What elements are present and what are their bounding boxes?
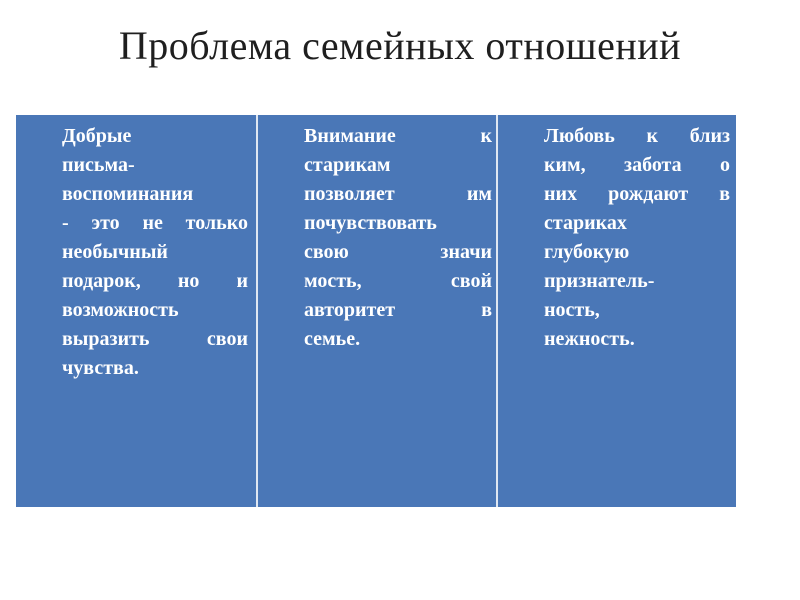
cell-line: Внимание к (304, 125, 492, 147)
cell-line: авторитет в (304, 299, 492, 321)
cell-line: старикам (304, 154, 391, 176)
slide-title: Проблема семейных отношений (118, 23, 682, 68)
cell-line: почувствовать (304, 212, 437, 234)
cell-line: семье. (304, 328, 361, 350)
cell-text (304, 122, 492, 354)
cell-line: стариках (544, 212, 627, 234)
cell-line: них рождают в (544, 183, 730, 205)
table-cell-attention (256, 115, 496, 507)
cell-line: выразить свои (62, 328, 248, 350)
cell-line: ким, забота о (544, 154, 730, 176)
cell-line: - это не только (62, 212, 248, 234)
table-cell-love (496, 115, 736, 507)
cell-line: нежность. (544, 328, 635, 350)
cell-line: чувства. (62, 357, 139, 379)
content-table (16, 115, 736, 508)
cell-line: мость, свой (304, 270, 492, 292)
cell-line: позволяет им (304, 183, 492, 205)
cell-line: ность, (544, 299, 600, 321)
cell-line: Добрые (62, 125, 132, 147)
cell-line: необычный (62, 241, 168, 263)
cell-line: признатель- (544, 270, 655, 292)
cell-line: возможность (62, 299, 179, 321)
cell-text (62, 122, 248, 383)
cell-text (544, 122, 730, 354)
cell-line: письма- (62, 154, 135, 176)
cell-line: свою значи (304, 241, 492, 263)
table-cell-letters (16, 115, 256, 507)
cell-line: подарок, но и (62, 270, 248, 292)
cell-line: Любовь к близ (544, 125, 730, 147)
cell-line: глубокую (544, 241, 630, 263)
cell-line: воспоминания (62, 183, 194, 205)
